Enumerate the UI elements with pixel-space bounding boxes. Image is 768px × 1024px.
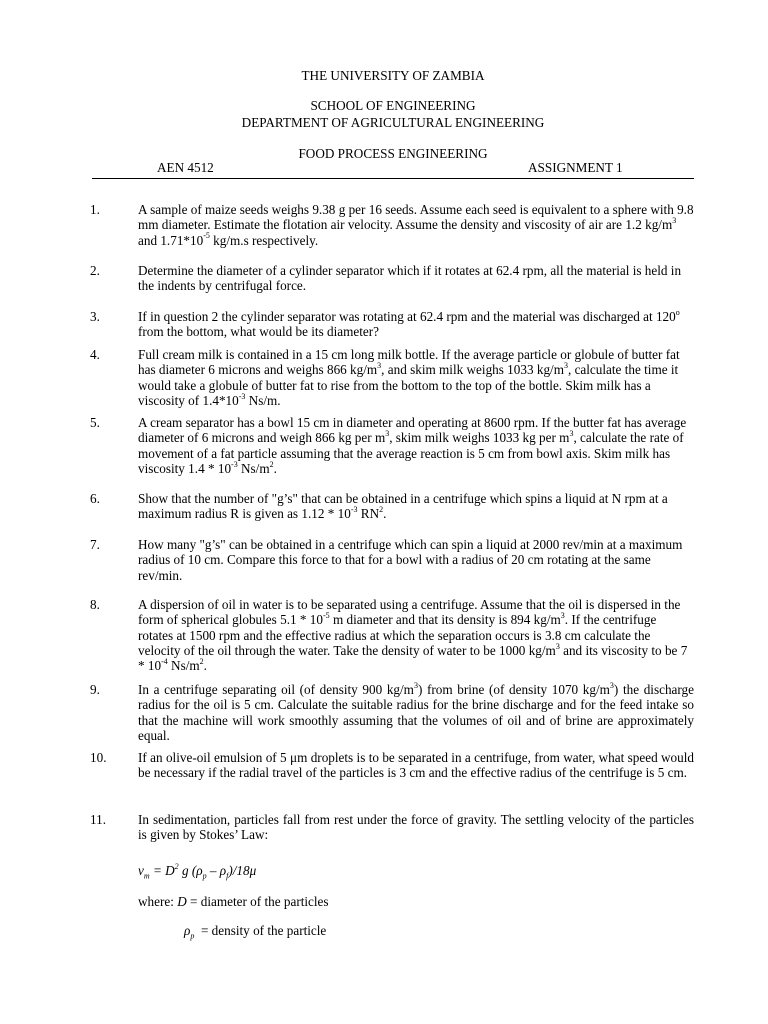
assignment-label: ASSIGNMENT 1 bbox=[528, 160, 623, 175]
question-text: If in question 2 the cylinder separator was rotating at 62.4 rpm and the material was discharged at 120$^o$ from the bottom, what would be its diameter? bbox=[138, 307, 680, 340]
question-number: 10. bbox=[90, 750, 107, 765]
question-6 bbox=[90, 491, 694, 522]
question-number: 5. bbox=[90, 415, 100, 430]
question-number: 9. bbox=[90, 682, 100, 697]
question-1 bbox=[90, 202, 694, 248]
question-text: Determine the diameter of a cylinder separator which if it rotates at 62.4 rpm, all the material is held in the indents by centrifugal force. bbox=[138, 263, 682, 294]
header-rule bbox=[92, 178, 694, 179]
question-2 bbox=[90, 263, 694, 294]
question-number: 7. bbox=[90, 537, 100, 552]
rho-line: $\rho_p$ = density of the particle bbox=[184, 923, 327, 941]
stokes-formula: $v_m = D^2$ g $(\rho_p - \rho_f)/18\mu$ bbox=[138, 861, 257, 881]
question-text: In sedimentation, particles fall from rest under the force of gravity. The settling velocity of the particles is given by Stokes’ Law: bbox=[138, 812, 694, 843]
question-8 bbox=[90, 597, 694, 673]
question-number: 1. bbox=[90, 202, 100, 217]
question-4 bbox=[90, 347, 694, 408]
question-text: A sample of maize seeds weighs 9.38 g per 16 seeds. Assume each seed is equivalent to a sphere with 9.8 mm diameter. Estimate the flotation air velocity. Assume the density and viscosity of air are 1.2 $kg/m^3$ and $1.71*10^{-5}$ kg/m.s respectively. bbox=[138, 202, 694, 248]
course-title: FOOD PROCESS ENGINEERING bbox=[298, 146, 488, 161]
question-number: 8. bbox=[90, 597, 100, 612]
question-text: A cream separator has a bowl 15 cm in diameter and operating at 8600 rpm. If the butter fat has average diameter of 6 microns and weigh 866 kg per $m^3$, skim milk weighs 1033 kg per $m^3$, calculate the rate of movement of a fat particle assuming that the average reaction is 5 cm from bowl axis. Skim milk has viscosity $1.4 * 10^{-3}$ $Ns/m^2$. bbox=[138, 415, 687, 476]
question-5 bbox=[90, 415, 694, 476]
question-10 bbox=[90, 750, 694, 781]
question-text: Show that the number of "g’s" that can be obtained in a centrifuge which spins a liquid at N rpm at a maximum radius R is given as $1.12 * 10^{-3}$ $RN^2$. bbox=[138, 491, 668, 522]
question-text: Full cream milk is contained in a 15 cm long milk bottle. If the average particle or globule of butter fat has diameter 6 microns and weighs 866 $kg/m^3$, and skim milk weighs 1033 $kg/m^3$, calculate the time it would take a globule of butter fat to rise from the bottom to the top of the bottle. Skim milk has a viscosity of $1.4*10^{-3}$ Ns/m. bbox=[138, 347, 680, 408]
question-text: If an olive-oil emulsion of 5 μm droplets is to be separated in a centrifuge, from water, what speed would be necessary if the radial travel of the particles is 3 cm and the effective radius of the centrifuge is 5 cm. bbox=[138, 750, 694, 781]
where-line: where: D = diameter of the particles bbox=[138, 894, 329, 909]
question-text: A dispersion of oil in water is to be separated using a centrifuge. Assume that the oil is dispersed in the form of spherical globules $5.1 * 10^{-5}$ m diameter and that its density is 894 $kg/m^3$. If the centrifuge rotates at 1500 rpm and the effective radius at which the separation occurs is 3.8 cm calculate the velocity of the oil through the water. Take the density of water to be 1000 $kg/m^3$ and its viscosity to be $7 * 10^{-4}$ $Ns/m^2$. bbox=[138, 597, 688, 674]
question-3 bbox=[90, 309, 694, 340]
question-11 bbox=[90, 812, 694, 843]
course-code: AEN 4512 bbox=[157, 160, 214, 175]
question-7 bbox=[90, 537, 694, 583]
question-text: In a centrifuge separating oil (of density 900 $kg/m^3$) from brine (of density 1070 $kg/m^3$) the discharge radius for the oil is 5 cm. Calculate the suitable radius for the brine discharge and for the feed intake so that the machine will work smoothly assuming that the volumes of oil and of brine are approximately equal. bbox=[138, 680, 695, 743]
question-number: 2. bbox=[90, 263, 100, 278]
question-number: 6. bbox=[90, 491, 100, 506]
question-number: 4. bbox=[90, 347, 100, 362]
school-title: SCHOOL OF ENGINEERING bbox=[310, 98, 476, 113]
question-number: 11. bbox=[90, 812, 106, 827]
question-number: 3. bbox=[90, 309, 100, 324]
question-9 bbox=[90, 682, 694, 743]
university-title: THE UNIVERSITY OF ZAMBIA bbox=[301, 68, 485, 83]
department-title: DEPARTMENT OF AGRICULTURAL ENGINEERING bbox=[241, 115, 545, 130]
question-text: How many "g’s" can be obtained in a centrifuge which can spin a liquid at 2000 rev/min at a maximum radius of 10 cm. Compare this force to that for a bowl with a radius of 20 cm rotating at the same rev/min. bbox=[138, 537, 683, 583]
